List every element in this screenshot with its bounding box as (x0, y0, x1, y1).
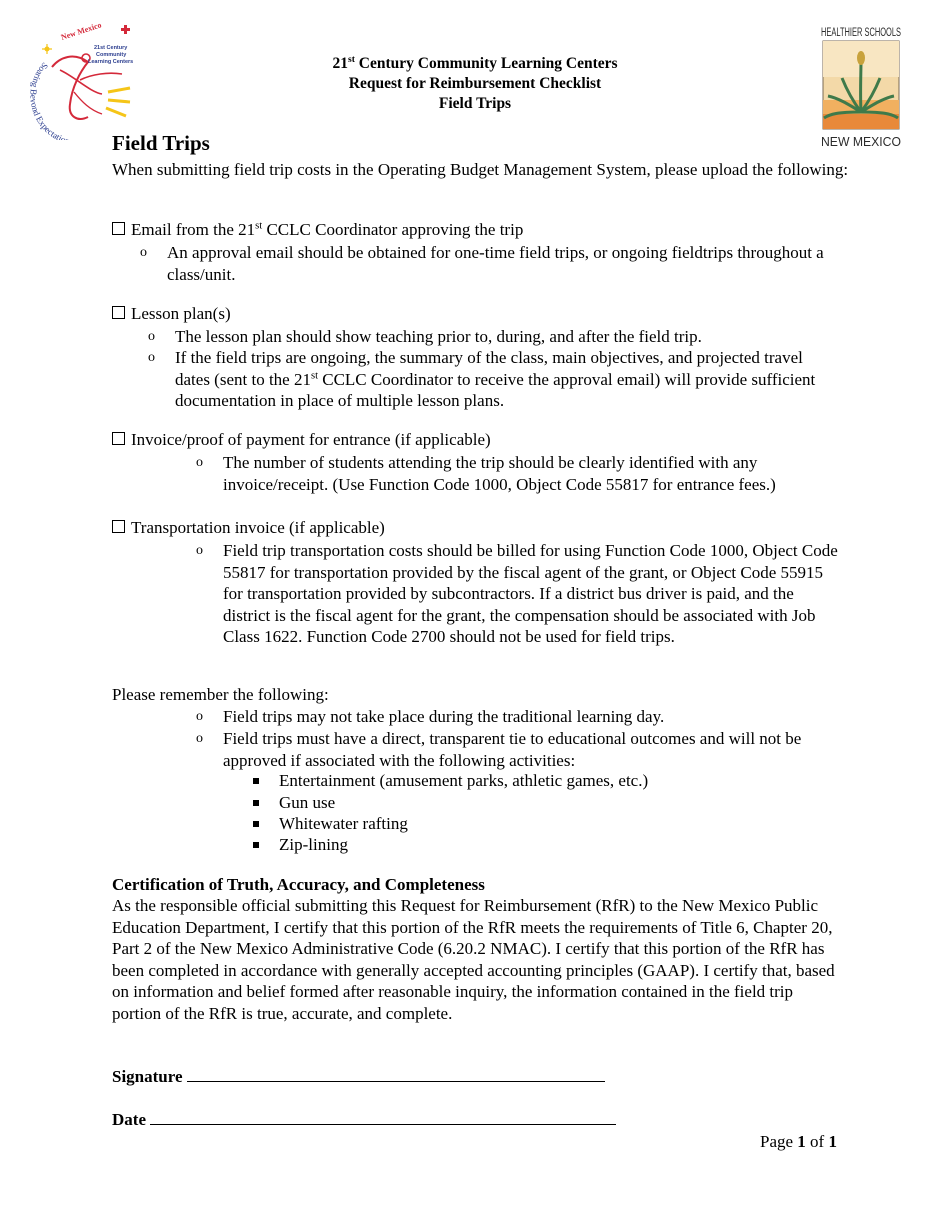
lesson-bullet-2 (148, 347, 830, 412)
checkbox-invoice[interactable] (112, 432, 125, 445)
date-label: Date (112, 1110, 146, 1129)
square-bullet-icon (253, 842, 259, 848)
invoice-bullet-1 (196, 452, 848, 495)
square-bullet-icon (253, 778, 259, 784)
logo-arc-text (30, 61, 74, 140)
section-title: Field Trips (112, 131, 210, 155)
page-prefix: Page (760, 1132, 798, 1151)
logo-new-mexico-text-right: NEW MEXICO (821, 134, 901, 149)
invoice-label: Invoice/proof of payment for entrance (if applicable) (131, 430, 491, 449)
activity-item (279, 813, 408, 835)
header-line2: Request for Reimbursement Checklist (348, 75, 602, 92)
hollow-bullet-icon: o (196, 709, 203, 724)
hollow-bullet-icon: o (196, 731, 203, 746)
cclc-logo (30, 22, 140, 140)
lesson-bullet-1-text: The lesson plan should show teaching prior to, during, and after the field trip. (175, 327, 702, 346)
transport-bullet-1 (196, 540, 838, 648)
signature-field[interactable] (187, 1066, 605, 1082)
activity-item (279, 770, 648, 792)
hollow-bullet-icon: o (148, 329, 155, 344)
intro-paragraph: When submitting field trip costs in the Operating Budget Management System, please upload the following: (112, 160, 849, 179)
activity-text: Whitewater rafting (279, 814, 408, 833)
checklist-item-invoice (112, 429, 491, 451)
healthier-schools-graphic (818, 22, 904, 150)
hollow-bullet-icon: o (196, 455, 203, 470)
remember-bullet-1-text: Field trips may not take place during the traditional learning day. (223, 707, 665, 726)
email-label-post: CCLC Coordinator approving the trip (262, 220, 524, 239)
activity-text: Gun use (279, 793, 336, 812)
header-line1 (250, 54, 700, 74)
header-line1-sup: st (347, 53, 355, 65)
date-line (112, 1109, 616, 1130)
certification-body: As the responsible official submitting this Request for Reimbursement (RfR) to the New Mexico Public Education Department, I certify that this portion of the RfR meets the requirements of Title 6, Chapter 20, Part 2 of the New Mexico Administrative Code (6.20.2 NMAC). I certify that this portion of the RfR has been completed in accordance with generally accepted accounting principles (GAAP). I certify that, based on information and belief formed after reasonable inquiry, the information contained in the field trip portion of the RfR is true, accurate, and complete. (112, 896, 835, 1023)
header-line1-num: 21 (332, 55, 348, 72)
logo-block-line3: Learning Centers (88, 59, 134, 65)
logo-block-line1: 21st Century (94, 45, 128, 51)
activity-item (279, 834, 348, 856)
square-bullet-icon (253, 800, 259, 806)
checklist-item-transport (112, 517, 385, 539)
square-bullet-icon (253, 821, 259, 827)
remember-bullet-1 (196, 706, 848, 728)
lesson-label: Lesson plan(s) (131, 304, 231, 323)
page-total: 1 (828, 1132, 837, 1151)
logo-healthier-schools-text: HEALTHIER SCHOOLS (821, 27, 902, 39)
document-header (250, 54, 700, 114)
logo-arc-textpath: Soaring ond Expectatio (30, 60, 68, 140)
email-bullet-1-text: An approval email should be obtained for one-time field trips, or ongoing fieldtrips throughout a class/unit. (167, 243, 824, 284)
checkbox-transport[interactable] (112, 520, 125, 533)
email-label-sup: st (255, 220, 263, 232)
page-of: of (805, 1132, 829, 1151)
remember-bullet-2 (196, 728, 848, 771)
hollow-bullet-icon: o (196, 543, 203, 558)
checklist-item-email (112, 219, 523, 241)
certification-title: Certification of Truth, Accuracy, and Completeness (112, 875, 485, 894)
remember-intro: Please remember the following: (112, 685, 329, 704)
checklist-item-lesson (112, 303, 231, 325)
page-number (760, 1132, 837, 1152)
hollow-bullet-icon: o (140, 245, 147, 260)
signature-label: Signature (112, 1067, 183, 1086)
remember-bullet-2-text: Field trips must have a direct, transparent tie to educational outcomes and will not be approved if associated with the following activities: (223, 729, 802, 770)
cclc-logo-graphic (30, 22, 140, 140)
activity-text: Entertainment (amusement parks, athletic games, etc.) (279, 771, 649, 790)
logo-block-line2: Community (96, 52, 127, 58)
checkbox-lesson[interactable] (112, 306, 125, 319)
hollow-bullet-icon: o (148, 350, 155, 365)
transport-bullet-1-text: Field trip transportation costs should be billed for using Function Code 1000, Object Code 55817 for transportation provided by the fiscal agent of the grant, or Object Code 55915 for transportation provided by subcontractors. If a district bus driver is paid, and the district is the fiscal agent for the grant, the compensation should be associated with Job Class 1622. Function Code 2700 should not be used for field trips. (223, 541, 838, 646)
email-bullet-1 (140, 242, 827, 285)
email-label-pre: Email from the 21 (131, 220, 256, 239)
lesson-bullet-2-pre: If the field trips are ongoing, the summary of the class, main objectives, and projected travel dates (sent to the 21 (175, 348, 803, 389)
header-line3: Field Trips (438, 95, 512, 112)
date-field[interactable] (150, 1109, 616, 1125)
transport-label: Transportation invoice (if applicable) (131, 518, 385, 537)
lesson-bullet-2-sup: st (310, 369, 318, 381)
invoice-bullet-1-text: The number of students attending the trip should be clearly identified with any invoice/receipt. (Use Function Code 1000, Object Code 55817 for entrance fees.) (223, 453, 776, 494)
signature-line (112, 1066, 605, 1087)
lesson-bullet-1 (148, 326, 845, 348)
lesson-bullet-2-post: CCLC Coordinator to receive the approval email) will provide sufficient documentation in place of multiple lesson plans. (175, 369, 816, 410)
logo-new-mexico-text: New Mexico (59, 22, 103, 42)
activity-item (279, 792, 335, 814)
header-line1-rest: Century Community Learning Centers (354, 55, 618, 72)
activity-text: Zip-lining (279, 835, 348, 854)
page-current: 1 (797, 1132, 806, 1151)
healthier-schools-logo (818, 22, 904, 150)
checkbox-email[interactable] (112, 222, 125, 235)
